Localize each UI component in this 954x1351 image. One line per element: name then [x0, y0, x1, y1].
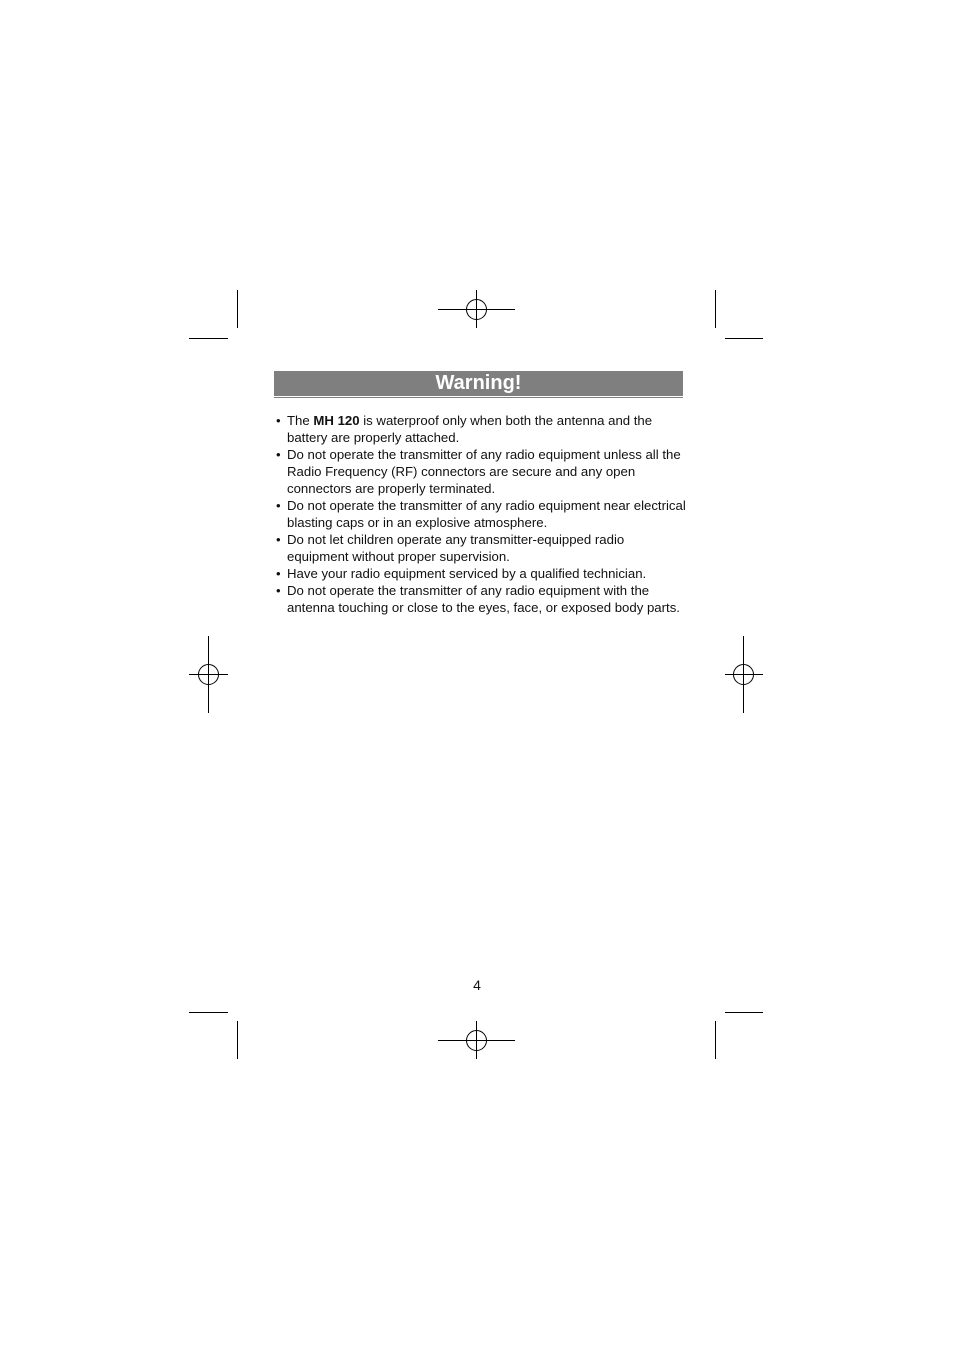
bullet-icon: • [276, 413, 281, 428]
header-underline [274, 397, 683, 398]
warning-title: Warning! [435, 372, 522, 394]
bullet-icon: • [276, 583, 281, 598]
bullet-icon: • [276, 498, 281, 513]
warning-item: • Have your radio equipment serviced by a qualified technician. [276, 566, 647, 581]
page-number: 4 [473, 977, 481, 993]
warning-list [276, 412, 686, 616]
warning-item: • Do not let children operate any transmitter-equipped radio equipment without proper supervision. [276, 532, 625, 564]
bullet-icon: • [276, 447, 281, 462]
registration-mark-top [438, 290, 515, 328]
registration-mark-bottom [438, 1021, 515, 1059]
model-name: MH 120 [313, 413, 360, 428]
bullet-icon: • [276, 566, 281, 581]
warning-item: • Do not operate the transmitter of any radio equipment with the antenna touching or close to the eyes, face, or exposed body parts. [276, 583, 680, 615]
warning-item: • Do not operate the transmitter of any radio equipment near electrical blasting caps or in an explosive atmosphere. [276, 498, 686, 530]
registration-mark-left [189, 636, 228, 713]
registration-mark-right [725, 636, 763, 713]
bullet-icon: • [276, 532, 281, 547]
warning-header [274, 371, 683, 396]
warning-item: • The MH 120 is waterproof only when both the antenna and the battery are properly attached. [276, 413, 653, 445]
warning-item: • Do not operate the transmitter of any radio equipment unless all the Radio Frequency (RF) connectors are secure and any open connectors are properly terminated. [276, 447, 681, 496]
